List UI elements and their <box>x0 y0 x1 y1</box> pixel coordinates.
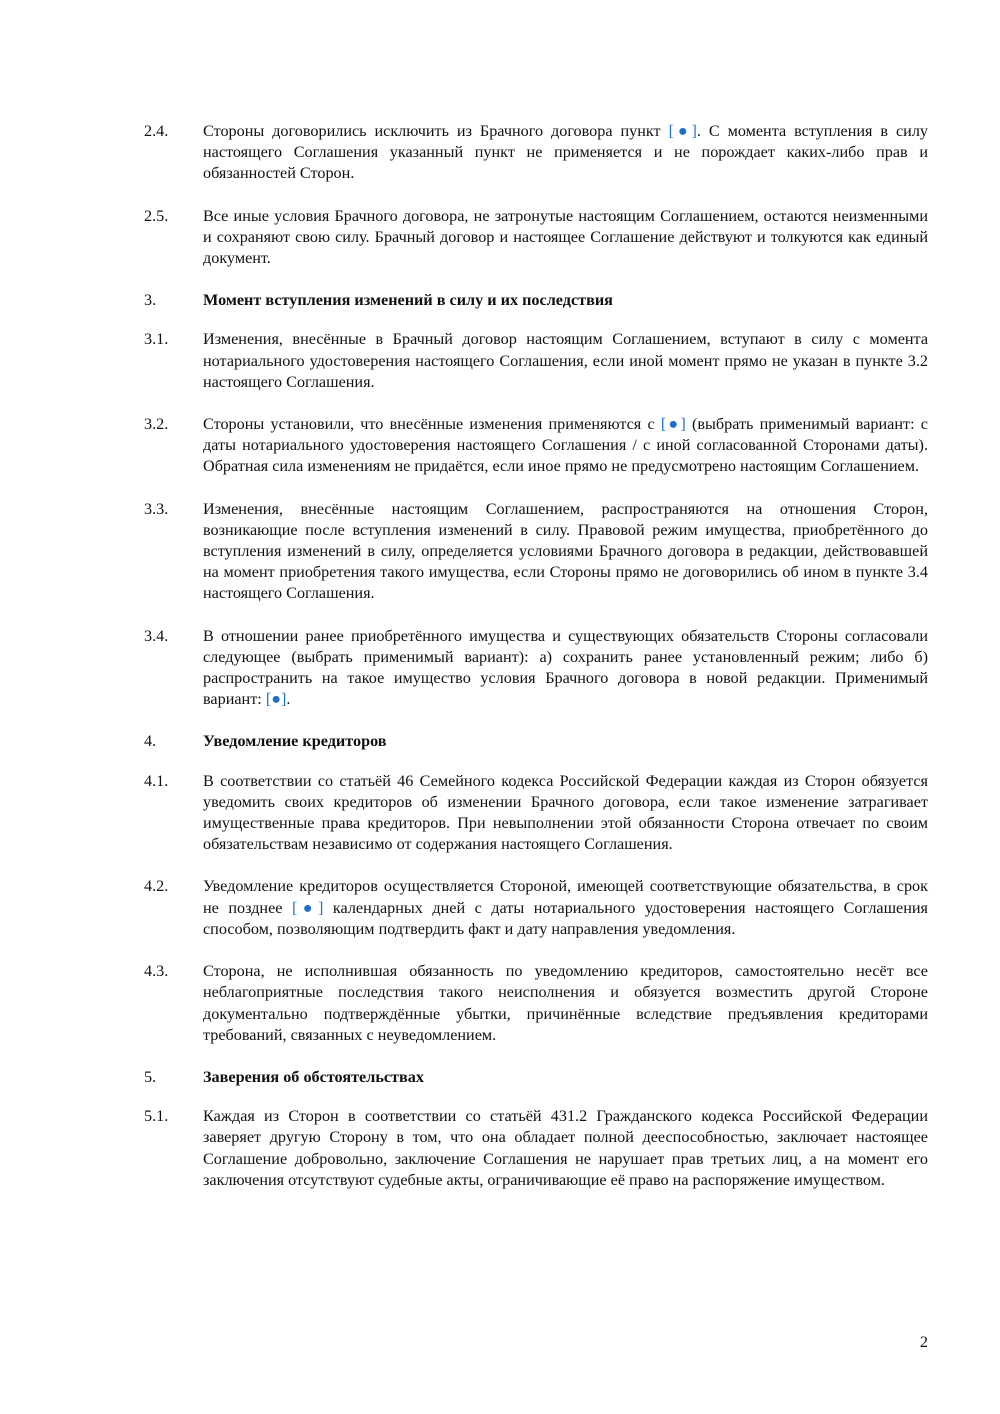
clause-text-part: Стороны установили, что внесённые изменения применяются с <box>203 415 661 434</box>
section-heading-5 <box>144 1067 928 1088</box>
clause-text: Изменения, внесённые в Брачный договор настоящим Соглашением, вступают в силу с момента нотариального удостоверения настоящего Соглашения, если иной момент прямо не указан в пункте 3.2 настоящего Соглашения. <box>203 330 928 391</box>
placeholder-marker: [●] <box>668 122 697 140</box>
clause-number: 5.1. <box>144 1107 169 1126</box>
clause-number: 2.5. <box>144 206 169 225</box>
clause-text: Каждая из Сторон в соответствии со статьёй 431.2 Гражданского кодекса Российской Федерации заверяет другую Сторону в том, что она обладает полной дееспособностью, заключает настоящее Соглашение добровольно, заключение Соглашения не нарушает прав третьих лиц, а на момент его заключения отсутствуют судебные акты, ограничивающие её право на распоряжение имуществом. <box>203 1107 928 1189</box>
section-heading-3 <box>144 290 928 311</box>
clause-text <box>203 626 928 711</box>
clause-number: 2.4. <box>144 122 169 140</box>
clause-4-1 <box>144 771 928 856</box>
clause-number: 3.1. <box>144 330 169 349</box>
clause-number: 4.2. <box>144 877 169 896</box>
clause-text <box>203 121 928 185</box>
clause-text-part: Стороны договорились исключить из Брачного договора пункт <box>203 122 669 140</box>
clause-4-3 <box>144 961 928 1046</box>
clause-text: Изменения, внесённые настоящим Соглашением, распространяются на отношения Сторон, возникающие после вступления изменений в силу. Правовой режим имущества, приобретённого до вступления изменений в силу, определяется условиями Брачного договора в редакции, действовавшей на момент приобретения такого имущества, если Стороны прямо не договорились об ином в пункте 3.4 настоящего Соглашения. <box>203 499 928 603</box>
clause-text-part: календарных дней с даты нотариального удостоверения настоящего Соглашения способом, позволяющим подтвердить факт и дату направления уведомления. <box>203 898 928 938</box>
clause-text: Все иные условия Брачного договора, не затронутые настоящим Соглашением, остаются неизменными и сохраняют свою силу. Брачный договор и настоящее Соглашение действуют и толкуются как единый документ. <box>203 206 928 268</box>
clause-3-4 <box>144 626 928 711</box>
clause-3-3 <box>144 499 928 605</box>
clause-text-part: (выбрать применимый вариант: с даты нотариального удостоверения настоящего Соглашения / с иной согласованной Сторонами даты). Обратная сила изменениям не придаётся, если иное прямо не предусмотрено настоящим Соглашением. <box>203 415 928 476</box>
clause-text-part: . <box>286 690 291 709</box>
clause-2-4 <box>144 121 928 185</box>
clause-5-1 <box>144 1106 928 1191</box>
clause-2-5 <box>144 206 928 270</box>
clause-number: 4.1. <box>144 771 169 790</box>
clause-3-1 <box>144 329 928 393</box>
placeholder-marker: [●] <box>265 690 287 709</box>
clause-text <box>203 876 928 940</box>
clause-text-part: В отношении ранее приобретённого имущества и существующих обязательств Стороны согласовали следующее (выбрать применимый вариант): а) сохранить ранее установленный режим; либо б) распространить на такое имущество условия Брачного договора в новой редакции. Применимый вариант: <box>203 626 928 709</box>
clause-number: 3.3. <box>144 499 169 518</box>
placeholder-marker: [●] <box>660 415 686 434</box>
section-title: Заверения об обстоятельствах <box>203 1067 424 1086</box>
clause-number: 4.3. <box>144 962 169 981</box>
clause-number: 3.2. <box>144 415 169 434</box>
clause-text <box>203 414 928 478</box>
clause-3-2 <box>144 414 928 478</box>
section-number: 4. <box>144 732 157 751</box>
document-body <box>144 121 928 1212</box>
clause-text: Сторона, не исполнившая обязанность по уведомлению кредиторов, самостоятельно несёт все неблагоприятные последствия такого неисполнения и обязуется возместить другой Стороне документально подтверждённые убытки, причинённые вследствие предъявления кредиторами требований, связанных с неуведомлением. <box>203 962 928 1044</box>
placeholder-marker: [●] <box>291 898 324 917</box>
clause-text: В соответствии со статьёй 46 Семейного кодекса Российской Федерации каждая из Сторон обязуется уведомить своих кредиторов об изменении Брачного договора, если такое изменение затрагивает имущественные права кредиторов. При невыполнении этой обязанности Сторона отвечает по своим обязательствам независимо от содержания настоящего Соглашения. <box>203 771 928 854</box>
clause-4-2 <box>144 876 928 940</box>
section-number: 5. <box>144 1067 157 1086</box>
section-number: 3. <box>144 291 157 310</box>
section-title: Момент вступления изменений в силу и их последствия <box>203 291 613 310</box>
section-title: Уведомление кредиторов <box>203 732 387 751</box>
clause-number: 3.4. <box>144 626 169 645</box>
clause-text-part: . С момента вступления в силу настоящего Соглашения указанный пункт не применяется и не порождает каких-либо прав и обязанностей Сторон. <box>203 122 929 183</box>
clause-text-part: Уведомление кредиторов осуществляется Стороной, имеющей соответствующие обязательства, в срок не позднее <box>203 877 928 917</box>
page-number: 2 <box>919 1333 928 1351</box>
section-heading-4 <box>144 731 928 752</box>
